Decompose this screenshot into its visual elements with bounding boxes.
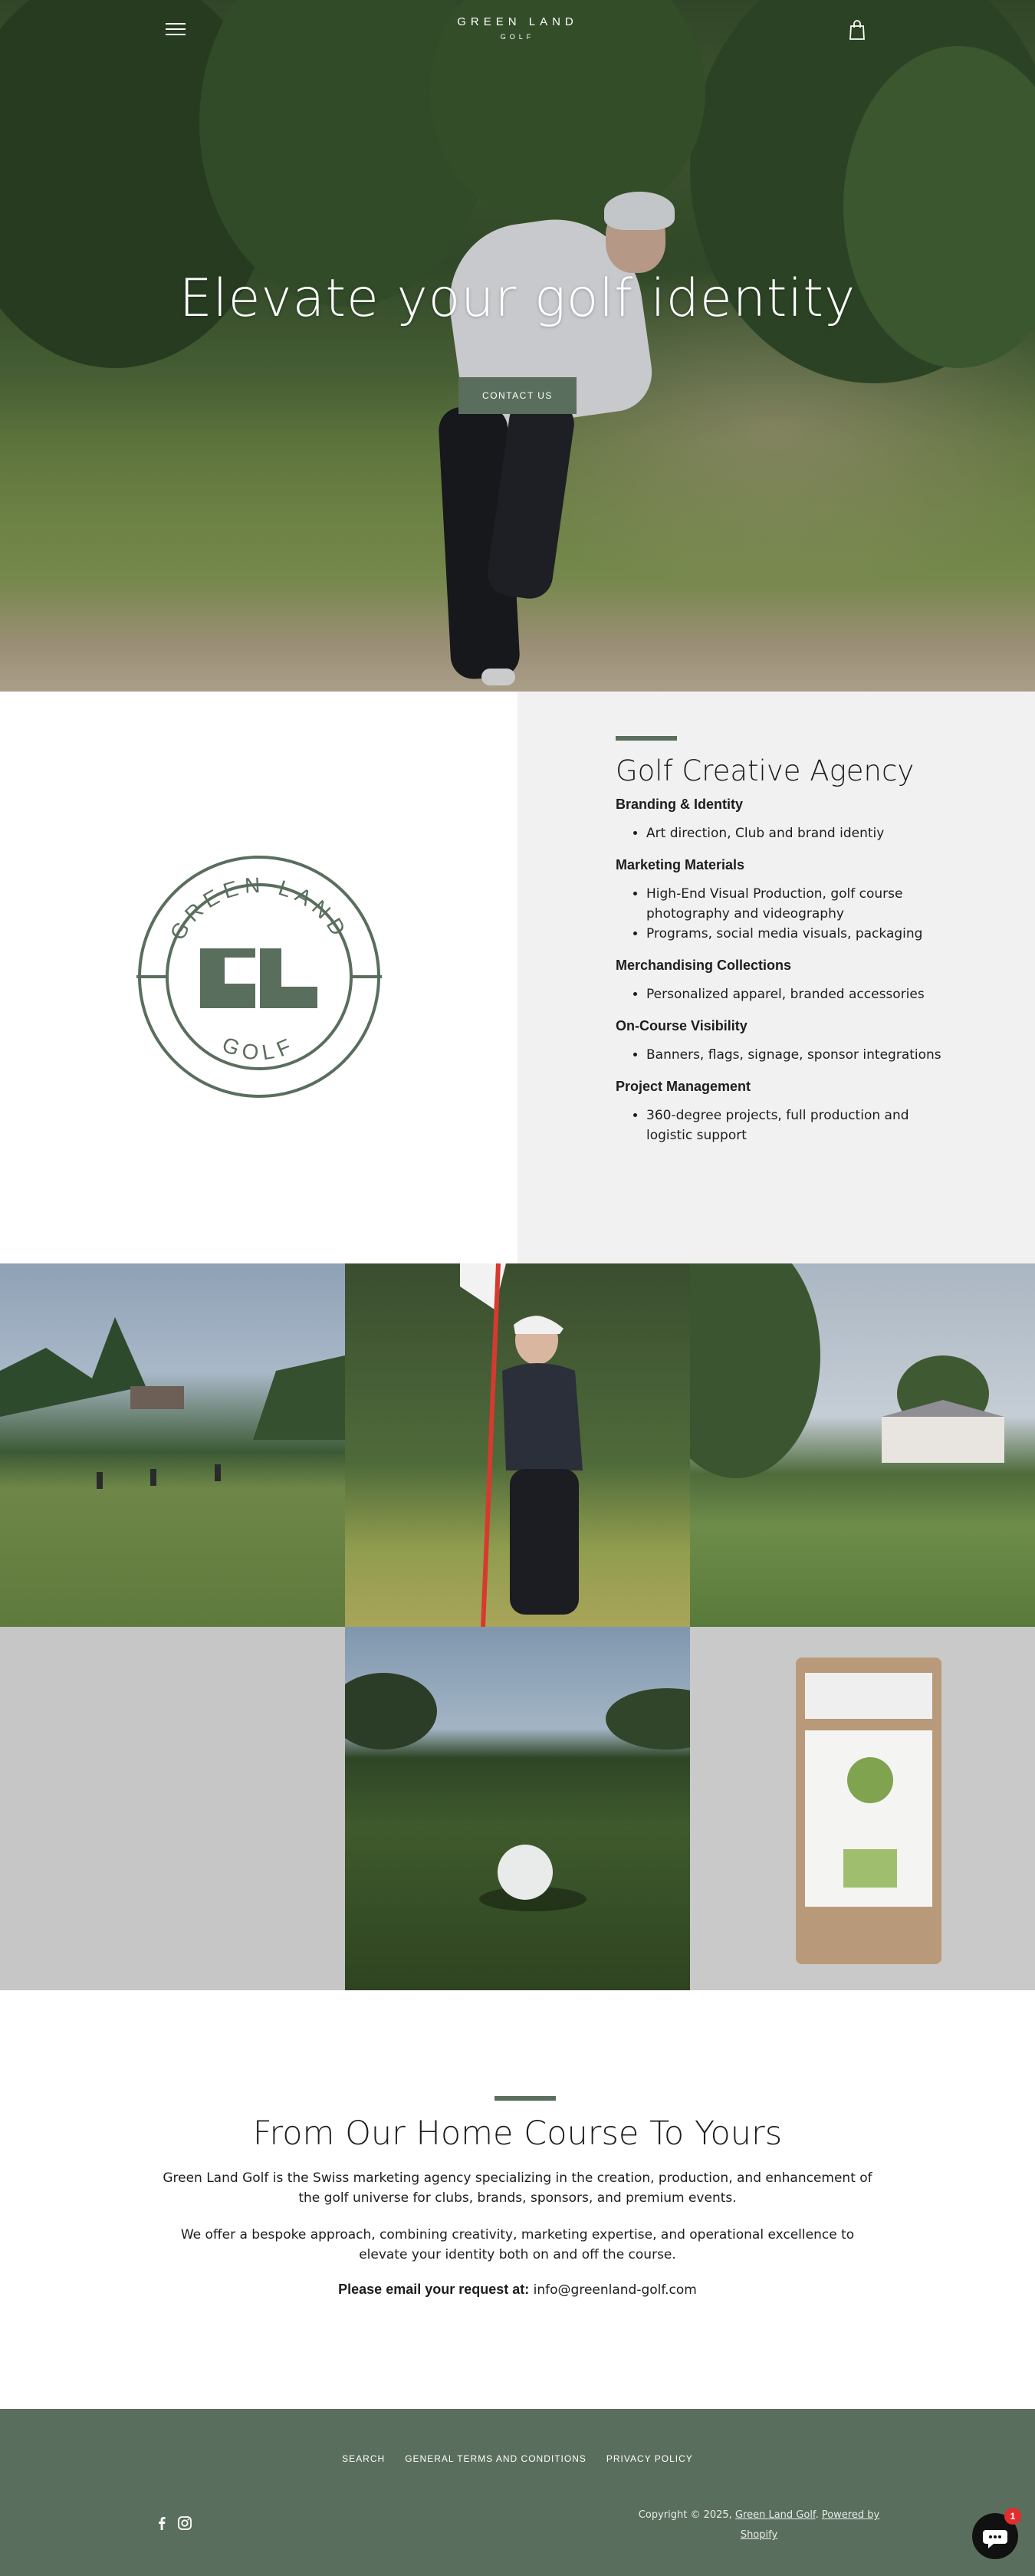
copyright-brand-link[interactable]: Green Land Golf	[734, 2509, 816, 2521]
service-item: • Programs, social media visuals, packaging	[646, 924, 953, 944]
copyright-prefix: Copyright © 2025,	[638, 2509, 732, 2521]
agency-title: Golf Creative Agency	[616, 754, 915, 787]
service-list	[616, 823, 953, 843]
gl-monogram-icon	[200, 948, 317, 1008]
shopping-bag-icon[interactable]	[849, 20, 866, 40]
footer-link-terms[interactable]: GENERAL TERMS AND CONDITIONS	[405, 2453, 586, 2464]
badge-top-text: GREEN LAND	[165, 872, 353, 945]
social-links	[158, 2516, 192, 2530]
golf-ball-illustration	[345, 1627, 690, 1990]
badge-bottom-text: GOLF	[219, 1032, 300, 1065]
hero-banner	[0, 0, 1035, 692]
service-item: • Banners, flags, signage, sponsor integrations	[646, 1045, 953, 1065]
email-label: Please email your request at:	[338, 2282, 530, 2297]
gallery-image-placeholder[interactable]	[0, 1627, 345, 1990]
logo-line-1: GREEN LAND	[457, 15, 578, 28]
about-section	[0, 1990, 1035, 2409]
gallery-image-clubhouse-fairway[interactable]	[690, 1263, 1035, 1627]
service-heading: Merchandising Collections	[616, 958, 792, 973]
logo-line-2: GOLF	[500, 33, 535, 41]
instagram-icon[interactable]	[178, 2516, 192, 2530]
gallery-image-golfer-flag[interactable]	[345, 1263, 690, 1627]
service-item: • 360-degree projects, full production and logistic support	[646, 1106, 953, 1145]
service-heading: On-Course Visibility	[616, 1018, 748, 1033]
gallery-image-course-guide[interactable]	[690, 1627, 1035, 1990]
copyright-text: Copyright © 2025, Green Land Golf. Powered by Shopify	[638, 2509, 880, 2541]
service-item: • Art direction, Club and brand identiy	[646, 823, 953, 843]
agency-content	[616, 736, 953, 1145]
svg-text:GOLF	[219, 1032, 300, 1065]
agency-logo-panel	[0, 692, 518, 1263]
service-list	[616, 1045, 953, 1065]
service-heading: Branding & Identity	[616, 797, 743, 812]
chat-notification-badge: 1	[1004, 2508, 1021, 2525]
service-heading: Marketing Materials	[616, 857, 745, 872]
course-landscape-illustration	[0, 1263, 345, 1627]
footer-link-privacy[interactable]: PRIVACY POLICY	[606, 2453, 693, 2464]
photo-gallery	[0, 1263, 1035, 1990]
gallery-image-course-landscape[interactable]	[0, 1263, 345, 1627]
green-land-golf-badge	[135, 853, 383, 1101]
site-footer	[0, 2409, 1035, 2576]
gallery-image-golf-ball[interactable]	[345, 1627, 690, 1990]
agency-section	[0, 692, 1035, 1263]
about-title: From Our Home Course To Yours	[252, 2114, 783, 2153]
service-item: • High-End Visual Production, golf course photography and videography	[646, 884, 953, 924]
email-address-link[interactable]: info@greenland-golf.com	[533, 2282, 697, 2298]
facebook-icon[interactable]	[158, 2516, 166, 2530]
hero-title: Elevate your golf identity	[179, 268, 856, 329]
hamburger-menu-icon[interactable]	[166, 21, 186, 38]
contact-email-line	[0, 2282, 1035, 2298]
course-guide-illustration	[690, 1627, 1035, 1990]
about-paragraph: We offer a bespoke approach, combining creativity, marketing expertise, and operational excellence to elevate your identity both on and off the course.	[180, 2227, 855, 2262]
footer-nav	[0, 2453, 1035, 2464]
service-item: • Personalized apparel, branded accessories	[646, 984, 953, 1004]
service-list	[616, 984, 953, 1004]
svg-text:GREEN LAND	[166, 873, 353, 945]
about-paragraph: Green Land Golf is the Swiss marketing agency specializing in the creation, production, and enhancement of the golf universe for clubs, brands, sponsors, and premium events.	[163, 2170, 872, 2206]
hero-overlay	[0, 0, 1035, 692]
service-list	[616, 1106, 953, 1145]
contact-us-button[interactable]: CONTACT US	[458, 377, 577, 414]
powered-by-shopify-link[interactable]: Powered by Shopify	[740, 2509, 880, 2541]
agency-services-panel	[518, 692, 1035, 1263]
site-logo[interactable]	[441, 15, 594, 41]
service-list	[616, 884, 953, 944]
section-divider	[495, 2096, 556, 2101]
service-heading: Project Management	[616, 1079, 751, 1094]
golfer-flag-illustration	[345, 1263, 690, 1627]
section-divider	[616, 736, 677, 741]
clubhouse-illustration	[690, 1263, 1035, 1627]
footer-link-search[interactable]: SEARCH	[342, 2453, 386, 2464]
